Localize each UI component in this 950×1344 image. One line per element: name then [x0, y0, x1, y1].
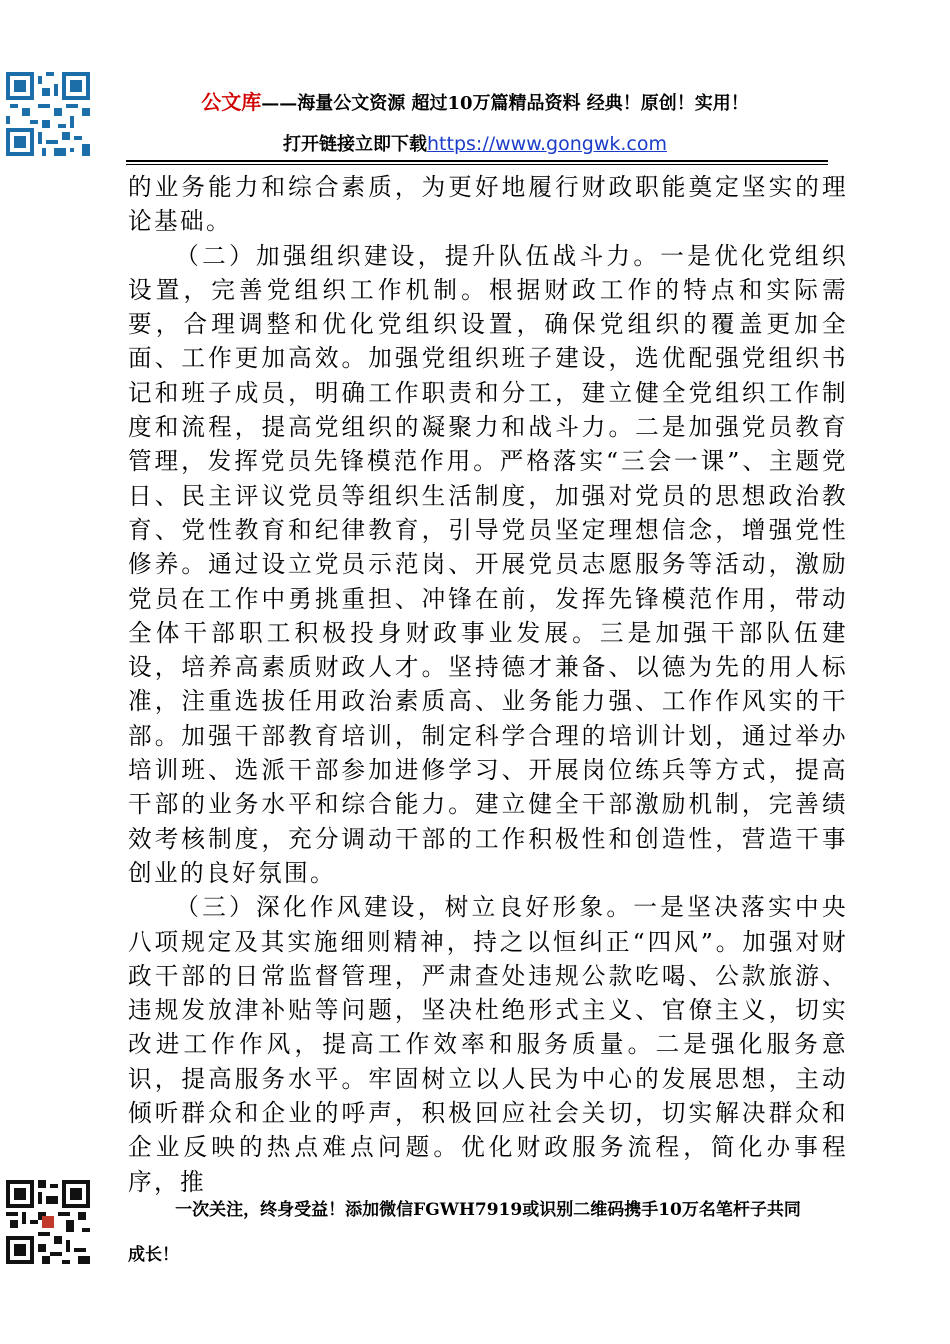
header-divider-thin — [126, 164, 828, 165]
qr-code-bottom-icon — [6, 1180, 90, 1264]
download-prefix: 打开链接立即下载 — [283, 134, 428, 155]
footer-promo-end: 成长！ — [128, 1245, 179, 1265]
header-download — [130, 130, 820, 156]
paragraph-organization: （二）加强组织建设，提升队伍战斗力。一是优化党组织设置，完善党组织工作机制。根据财政工作的特点和实际需要，合理调整和优化党组织设置，确保党组织的覆盖更加全面、工作更加高效。加强党组织班子建设，选优配强党组织书记和班子成员，明确工作职责和分工，建立健全党组织工作制度和流程，提高党组织的凝聚力和战斗力。二是加强党员教育管理，发挥党员先锋模范作用。严格落实“三会一课”、主题党日、民主评议党员等组织生活制度，加强对党员的思想政治教育、党性教育和纪律教育，引导党员坚定理想信念，增强党性修养。通过设立党员示范岗、开展党员志愿服务等活动，激励党员在工作中勇挑重担、冲锋在前，发挥先锋模范作用，带动全体干部职工积极投身财政事业发展。三是加强干部队伍建设，培养高素质财政人才。坚持德才兼备、以德为先的用人标准，注重选拔任用政治素质高、业务能力强、工作作风实的干部。加强干部教育培训，制定科学合理的培训计划，通过举办培训班、选派干部参加进修学习、开展岗位练兵等方式，提高干部的业务水平和综合能力。建立健全干部激励机制，完善绩效考核制度，充分调动干部的工作积极性和创造性，营造干事创业的良好氛围。 — [128, 241, 848, 887]
header-divider — [126, 160, 828, 162]
header-tagline — [130, 86, 820, 115]
paragraph-style: （三）深化作风建设，树立良好形象。一是坚决落实中央八项规定及其实施细则精神，持之以恒纠正“四风”。加强对财政干部的日常监督管理，严肃查处违规公款吃喝、公款旅游、违规发放津补贴等问题，坚决杜绝形式主义、官僚主义，切实改进工作作风，提高工作效率和服务质量。二是强化服务意识，提高服务水平。牢固树立以人民为中心的发展思想，主动倾听群众和企业的呼声，积极回应社会关切，切实解决群众和企业反映的热点难点问题。优化财政服务流程，简化办事程序，推 — [128, 893, 848, 1196]
tagline-text: ——海量公文资源 超过10万篇精品资料 经典！原创！实用！ — [261, 93, 749, 114]
document-body — [128, 170, 848, 1199]
qr-code-top-icon — [6, 72, 90, 156]
site-link[interactable]: https://www.gongwk.com — [427, 133, 667, 155]
footer-promo: 一次关注，终身受益！添加微信FGWH7919或识别二维码携手10万名笔杆子共同 — [175, 1200, 801, 1220]
brand-name: 公文库 — [201, 90, 262, 114]
paragraph-continued: 的业务能力和综合素质，为更好地履行财政职能奠定坚实的理论基础。 — [128, 173, 848, 236]
